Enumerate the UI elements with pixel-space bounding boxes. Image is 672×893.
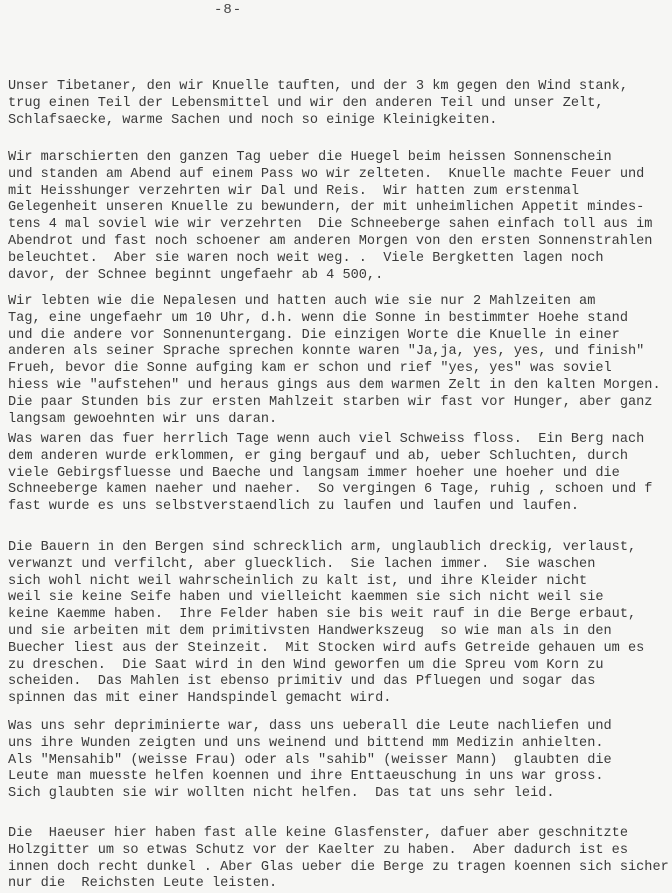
text-line: Frueh, bevor die Sonne aufging kam er schon und rief "yes, yes" was soviel: [8, 361, 612, 377]
text-line: beleuchtet. Aber sie waren noch weit weg. . Viele Bergketten lagen noch: [8, 250, 604, 266]
text-line: fast wurde es uns selbstverstaendlich zu laufen und laufen und laufen.: [8, 499, 580, 515]
text-line: Wir marschierten den ganzen Tag ueber die Huegel beim heissen Sonnenschein: [8, 150, 612, 165]
text-line: und sie arbeiten mit dem primitivsten Handwerkszeug so wie man als in den: [8, 623, 612, 639]
paragraph-2: [8, 150, 652, 284]
text-line: Sich glaubten sie wir wollten nicht helfen. Das tat uns sehr leid.: [8, 786, 555, 802]
text-line: Die Haeuser hier haben fast alle keine Glasfenster, dafuer aber geschnitzte: [8, 826, 628, 841]
paragraph-6: [8, 719, 612, 803]
text-line: spinnen das mit einer Handspindel gemacht wird.: [8, 691, 392, 707]
text-line: Tag, eine ungefaehr um 10 Uhr, d.h. wenn die Sonne in bestimmter Hoehe stand: [8, 310, 628, 326]
text-line: dem anderen wurde erklommen, er ging bergauf und ab, ueber Schluchten, durch: [8, 448, 628, 464]
text-line: sich wohl nicht weil wahrscheinlich zu kalt ist, und ihre Kleider nicht: [8, 573, 588, 589]
text-line: uns ihre Wunden zeigten und uns weinend und bittend mm Medizin anhielten.: [8, 735, 604, 751]
paragraph-5: [8, 540, 644, 708]
text-line: Buecher liest aus der Steinzeit. Mit Stocken wird aufs Getreide gehauen um es: [8, 640, 645, 656]
text-line: Was uns sehr depriminierte war, dass uns ueberall die Leute nachliefen und: [8, 719, 612, 734]
text-line: innen doch recht dunkel . Aber Glas ueber die Berge zu tragen koennen sich sicher: [8, 859, 669, 875]
text-line: viele Gebirgsfluesse und Baeche und langsam immer hoeher une hoeher und die: [8, 465, 620, 481]
text-line: Leute man muesste helfen koennen und ihre Enttaeuschung in uns war gross.: [8, 769, 604, 785]
text-line: und standen am Abend auf einem Pass wo wir zelteten. Knuelle machte Feuer und: [8, 166, 645, 182]
text-line: anderen als seiner Sprache sprechen konnte waren "Ja,ja, yes, yes, und finish": [8, 344, 645, 360]
paragraph-1: [8, 79, 628, 129]
text-line: keine Kaemme haben. Ihre Felder haben sie bis weit rauf in die Berge erbaut,: [8, 607, 637, 623]
text-line: Was waren das fuer herrlich Tage wenn auch viel Schweiss floss. Ein Berg nach: [8, 432, 645, 447]
text-line: Unser Tibetaner, den wir Knuelle tauften, und der 3 km gegen den Wind stank,: [8, 79, 628, 94]
page-number: -8-: [214, 2, 243, 18]
text-line: Schneeberge kamen naeher und naeher. So vergingen 6 Tage, ruhig , schoen und f: [8, 482, 653, 498]
text-line: Als "Mensahib" (weisse Frau) oder als "sahib" (weisser Mann) glaubten die: [8, 752, 612, 768]
paragraph-7: [8, 826, 669, 893]
text-line: verwanzt und verfilcht, aber gluecklich. Sie lachen immer. Sie waschen: [8, 556, 596, 572]
text-line: Wir lebten wie die Nepalesen und hatten auch wie sie nur 2 Mahlzeiten am: [8, 294, 596, 309]
text-line: und die andere vor Sonnenuntergang. Die einzigen Worte die Knuelle in einer: [8, 327, 620, 343]
text-line: scheiden. Das Mahlen ist ebenso primitiv und das Pfluegen und sogar das: [8, 674, 596, 690]
paragraph-4: [8, 432, 652, 516]
text-line: langsam gewoehnten wir uns daran.: [8, 411, 278, 427]
text-line: mit Heisshunger verzehrten wir Dal und Reis. Wir hatten zum erstenmal: [8, 183, 580, 199]
text-line: tens 4 mal soviel wie wir verzehrten Die Schneeberge sahen einfach toll aus im: [8, 217, 653, 233]
text-line: nur die Reichsten Leute leisten.: [8, 876, 278, 892]
text-line: Gelegenheit unseren Knuelle zu bewundern, der mit unheimlichen Appetit mindes-: [8, 200, 645, 216]
text-line: trug einen Teil der Lebensmittel und wir den anderen Teil und unser Zelt,: [8, 95, 604, 111]
text-line: hiess wie "aufstehen" und heraus gings aus dem warmen Zelt in den kalten Morgen.: [8, 377, 661, 393]
text-line: Abendrot und fast noch schoener am anderen Morgen von den ersten Sonnenstrahlen: [8, 233, 653, 249]
text-line: zu dreschen. Die Saat wird in den Wind geworfen um die Spreu vom Korn zu: [8, 657, 604, 673]
text-line: Holzgitter um so etwas Schutz vor der Kaelter zu haben. Aber dadurch ist es: [8, 842, 628, 858]
text-line: Die Bauern in den Bergen sind schrecklich arm, unglaublich dreckig, verlaust,: [8, 540, 637, 555]
text-line: Die paar Stunden bis zur ersten Mahlzeit starben wir fast vor Hunger, aber ganz: [8, 394, 653, 410]
text-line: Schlafsaecke, warme Sachen und noch so einige Kleinigkeiten.: [8, 112, 498, 128]
paragraph-3: [8, 294, 661, 428]
text-line: davor, der Schnee beginnt ungefaehr ab 4 500,.: [8, 267, 384, 283]
text-line: weil sie keine Seife haben und vielleicht kaemmen sie sich nicht weil sie: [8, 590, 604, 606]
